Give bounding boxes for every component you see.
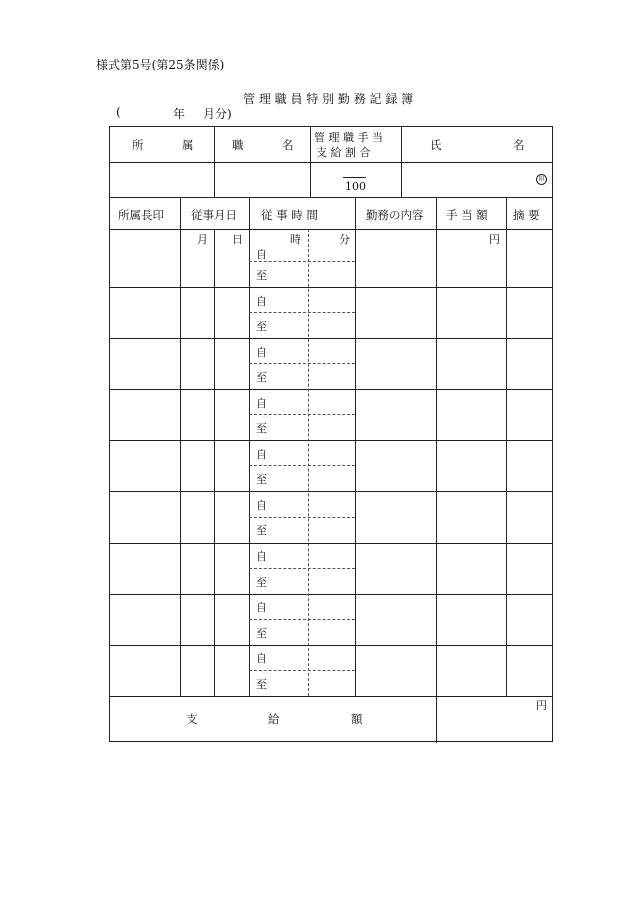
total-label-3: 額: [351, 712, 363, 726]
column-remarks: 摘 要: [513, 208, 540, 222]
period-month-label: 月分): [203, 107, 232, 121]
time-to-label: 至: [256, 576, 267, 589]
document-title: 管 理 職 員 特 別 勤 務 記 録 簿: [243, 92, 414, 106]
time-to-label: 至: [256, 678, 267, 691]
unit-yen: 円: [489, 233, 500, 246]
time-from-label: 自: [256, 550, 267, 563]
period-open-paren: (: [116, 105, 121, 119]
time-to-label: 至: [256, 320, 267, 333]
time-to-label: 至: [256, 524, 267, 537]
allowance-ratio-heading-line2: 支 給 割 合: [316, 146, 371, 159]
time-from-label: 自: [256, 397, 267, 410]
unit-day: 日: [232, 233, 243, 246]
period-line: [116, 105, 316, 121]
column-chief-seal: 所属長印: [118, 208, 164, 222]
total-label-1: 支: [186, 712, 198, 726]
time-from-label: 自: [256, 448, 267, 461]
time-to-label: 至: [256, 627, 267, 640]
time-to-label: 至: [256, 422, 267, 435]
column-allowance-amount: 手 当 額: [446, 208, 488, 222]
name-heading-2: 名: [513, 138, 525, 152]
form-number: 様式第5号(第25条関係): [96, 58, 225, 72]
total-label-2: 給: [268, 712, 280, 726]
time-from-label: 自: [256, 601, 267, 614]
affiliation-heading-2: 属: [182, 138, 194, 152]
time-from-label: 自: [256, 499, 267, 512]
total-unit-yen: 円: [536, 699, 547, 712]
unit-minute: 分: [339, 233, 350, 246]
column-work-time: 従 事 時 間: [261, 208, 318, 222]
position-heading-1: 職: [232, 138, 244, 152]
time-from-label: 自: [256, 248, 267, 261]
affiliation-heading-1: 所: [132, 138, 144, 152]
time-to-label: 至: [256, 269, 267, 282]
position-heading-2: 名: [282, 138, 294, 152]
unit-hour: 時: [290, 233, 301, 246]
ratio-denominator: 100: [345, 180, 366, 193]
column-work-content: 勤務の内容: [366, 208, 424, 222]
column-work-date: 従事月日: [191, 208, 237, 222]
time-from-label: 自: [256, 652, 267, 665]
time-from-label: 自: [256, 295, 267, 308]
period-year-label: 年: [173, 107, 186, 121]
seal-mark-icon: 印: [536, 174, 547, 185]
allowance-ratio-heading-line1: 管 理 職 手 当: [314, 131, 383, 144]
time-to-label: 至: [256, 371, 267, 384]
time-from-label: 自: [256, 346, 267, 359]
fraction-bar: [343, 177, 366, 178]
unit-month: 月: [197, 233, 208, 246]
time-to-label: 至: [256, 473, 267, 486]
name-heading-1: 氏: [430, 138, 442, 152]
